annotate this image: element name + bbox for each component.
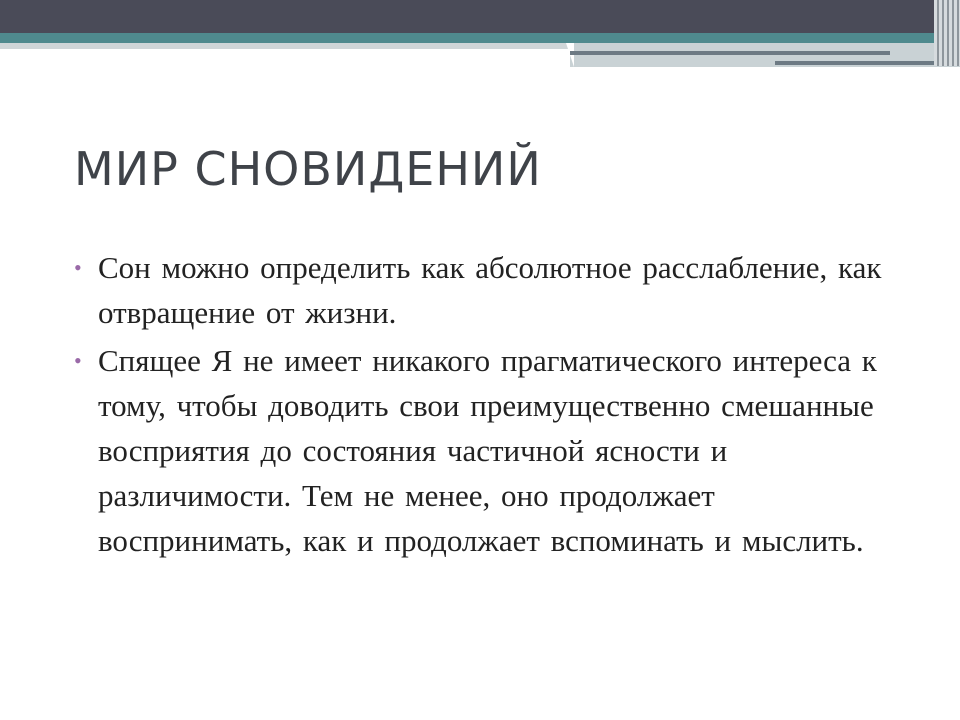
slide-title: МИР СНОВИДЕНИЙ	[74, 142, 542, 196]
header-band-teal	[0, 33, 960, 43]
bullet-text-1: Сон можно определить как абсолютное расслабление, как отвращение от жизни.	[98, 250, 882, 330]
header-tab-line-upper	[570, 51, 890, 55]
bullet-item-2	[70, 338, 900, 563]
bullet-icon: •	[74, 348, 82, 373]
bullet-item-1	[70, 245, 900, 335]
bullet-icon: •	[74, 255, 82, 280]
header-band-dark	[0, 0, 960, 33]
bullet-list	[70, 245, 900, 566]
bullet-text-2: Спящее Я не имеет никакого прагматического интереса к тому, чтобы доводить свои преимущественно смешанные восприятия до состояния частичной ясности и различимости. Тем не менее, оно продолжает воспринимать, как и продолжает вспоминать и мыслить.	[98, 343, 877, 558]
header-edge-stripes	[934, 0, 960, 66]
header-band-light	[0, 43, 570, 49]
header-tab-line-lower	[775, 61, 943, 65]
